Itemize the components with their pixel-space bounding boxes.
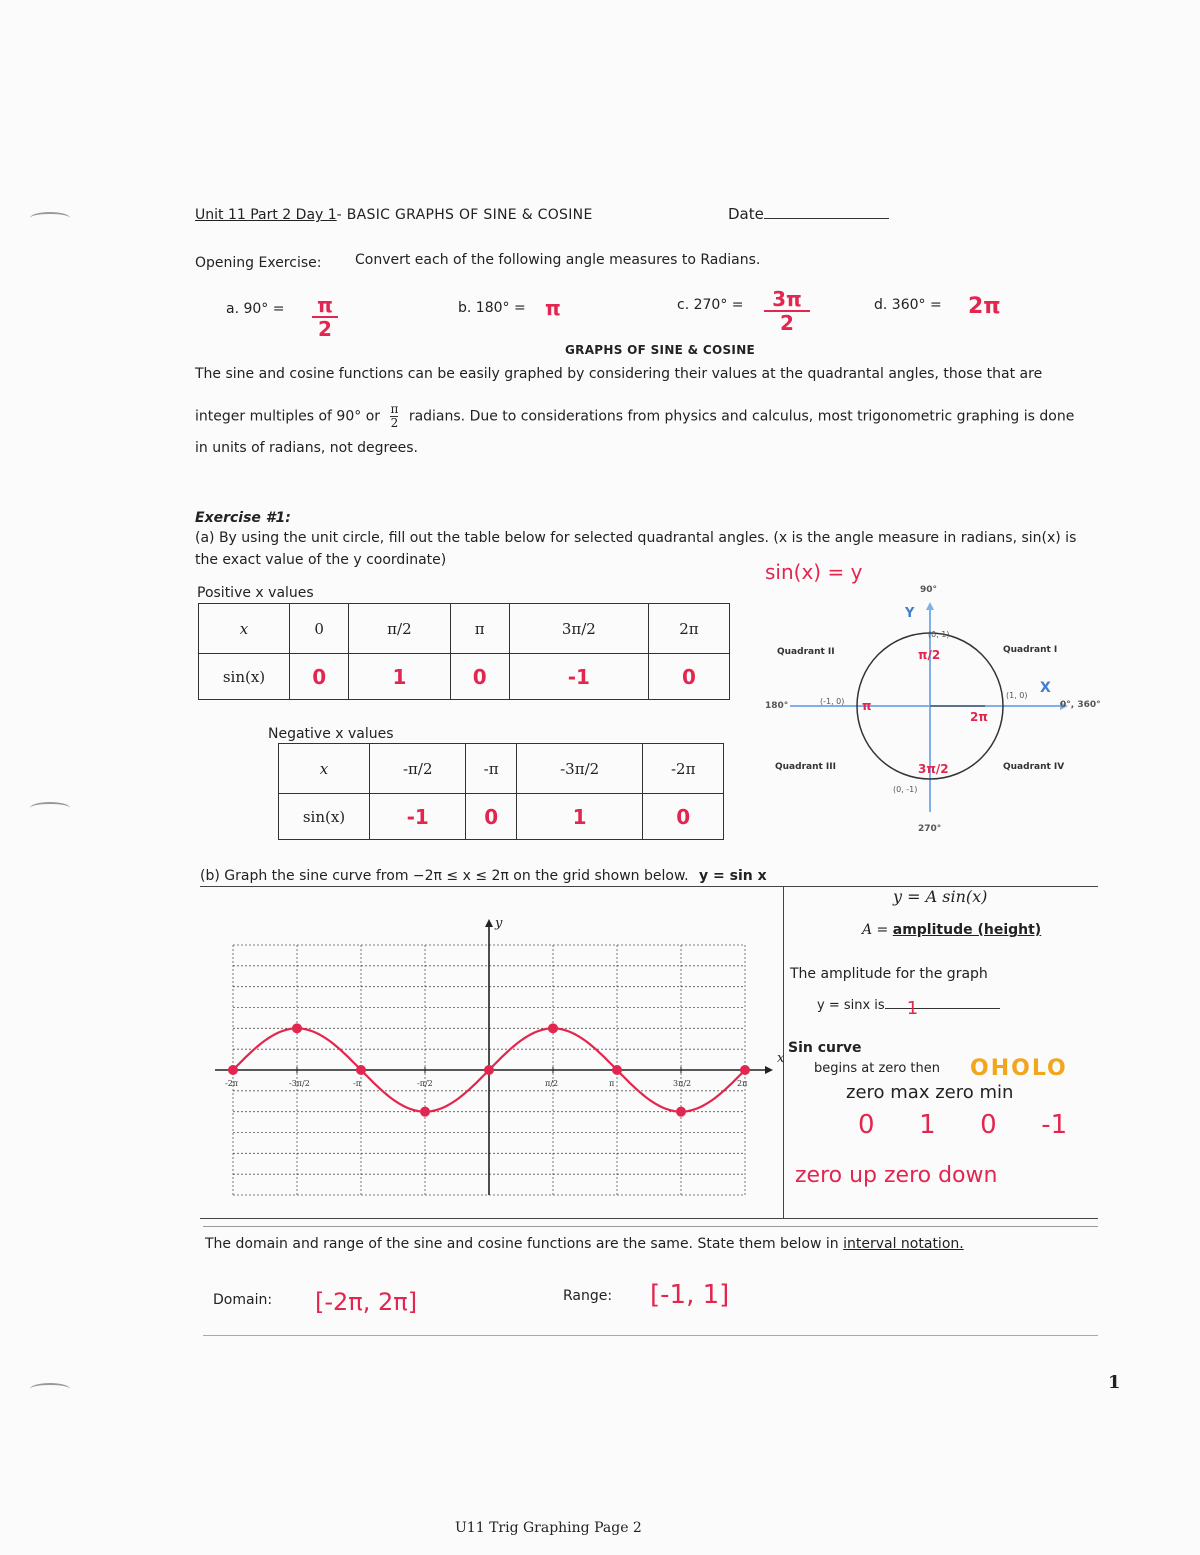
sine-data-point <box>292 1023 302 1033</box>
quadrant-2-label: Quadrant II <box>777 647 835 657</box>
table-cell: -3π/2 <box>516 744 643 794</box>
negative-x-header: x <box>279 744 370 794</box>
unit-circle-diagram <box>760 580 1110 840</box>
unit-title: Unit 11 Part 2 Day 1 <box>195 207 337 223</box>
x-axis-arrow-icon <box>765 1066 773 1074</box>
formula: y = A sin(x) <box>893 887 988 906</box>
positive-label: Positive x values <box>197 585 314 601</box>
opening-item-c: c. 270° = <box>677 297 744 313</box>
point-top-label: (0, 1) <box>928 630 950 639</box>
hand-3pi-over-2: 3π/2 <box>918 762 949 776</box>
table-cell-answer[interactable]: -1 <box>370 794 466 840</box>
y-axis-arrow-icon <box>926 602 934 610</box>
sine-data-point <box>228 1065 238 1075</box>
negative-table <box>278 743 724 840</box>
amplitude-definition: A = amplitude (height) <box>862 922 1042 938</box>
table-cell-answer[interactable]: 0 <box>450 654 509 700</box>
divider <box>203 1226 1098 1227</box>
x-tick-label: π <box>608 1079 615 1088</box>
positive-x-row <box>199 604 730 654</box>
x-tick-label: π/2 <box>544 1079 559 1088</box>
negative-label: Negative x values <box>268 726 394 742</box>
sine-data-point <box>548 1023 558 1033</box>
unit-title-row <box>195 207 593 223</box>
part-b-instruction: (b) Graph the sine curve from −2π ≤ x ≤ 2π on the grid shown below. y = sin x <box>200 868 767 884</box>
sine-graph <box>215 915 785 1205</box>
table-cell: 3π/2 <box>509 604 648 654</box>
binder-hole-mark <box>30 802 70 814</box>
negative-sin-row <box>279 794 724 840</box>
page-footer: U11 Trig Graphing Page 2 <box>455 1520 642 1536</box>
hand-pi-over-2: π/2 <box>918 648 941 662</box>
x-tick-label: -2π <box>225 1079 239 1088</box>
negative-x-row <box>279 744 724 794</box>
date-label: Date <box>728 205 764 223</box>
sine-data-point <box>484 1065 494 1075</box>
part-a-line1: (a) By using the unit circle, fill out the table below for selected quadrantal angles. (x is the angle measure in radians, sin(x) is <box>195 530 1077 546</box>
opening-answer-d: 2π <box>968 294 1001 319</box>
positive-sin-row <box>199 654 730 700</box>
point-left-label: (-1, 0) <box>820 697 845 706</box>
graph-box-bottom <box>200 1218 1098 1219</box>
amplitude-question-line1: The amplitude for the graph <box>790 966 988 982</box>
amplitude-question-line2: y = sinx is 1 <box>817 998 1000 1013</box>
section-para-3: in units of radians, not degrees. <box>195 440 418 456</box>
begins-text: begins at zero then <box>814 1061 940 1076</box>
range-answer[interactable]: [-1, 1] <box>650 1280 730 1310</box>
table-cell: π <box>450 604 509 654</box>
hand-note-sin-y: sin(x) = y <box>765 560 863 584</box>
binder-hole-mark <box>30 212 70 224</box>
table-cell-answer[interactable]: 0 <box>290 654 349 700</box>
opening-item-a: a. 90° = <box>226 301 285 317</box>
x-tick-label: 2π <box>736 1079 748 1088</box>
point-right-label: (1, 0) <box>1006 691 1028 700</box>
point-bottom-label: (0, -1) <box>893 785 918 794</box>
y-axis-arrow-icon <box>485 919 493 927</box>
opening-instruction: Convert each of the following angle measures to Radians. <box>355 252 761 268</box>
sine-data-point <box>612 1065 622 1075</box>
domain-range-statement: The domain and range of the sine and cosine functions are the same. State them below in interval notation. <box>205 1236 964 1252</box>
section-para-1: The sine and cosine functions can be easily graphed by considering their values at the quadrantal angles, those that are <box>195 366 1043 382</box>
x-tick-label: -π <box>353 1079 361 1088</box>
hand-ohold: OHOLO <box>970 1056 1068 1081</box>
date-field[interactable] <box>728 205 889 223</box>
hand-2pi: 2π <box>970 710 988 724</box>
table-cell: 0 <box>290 604 349 654</box>
part-a-line2: the exact value of the y coordinate) <box>195 552 447 568</box>
table-cell: 2π <box>648 604 729 654</box>
sin-curve-heading: Sin curve <box>788 1040 862 1056</box>
sine-data-point <box>740 1065 750 1075</box>
positive-sin-header: sin(x) <box>199 654 290 700</box>
negative-sin-header: sin(x) <box>279 794 370 840</box>
opening-label: Opening Exercise: <box>195 255 322 271</box>
opening-answer-a: π 2 <box>312 294 338 340</box>
opening-answer-b: π <box>545 296 561 320</box>
x-tick-label: 3π/2 <box>672 1079 692 1088</box>
binder-hole-mark <box>30 1383 70 1395</box>
x-tick-label: -π/2 <box>417 1079 433 1088</box>
exercise-title: Exercise #1: <box>195 510 291 526</box>
table-cell-answer[interactable]: 1 <box>349 654 450 700</box>
opening-item-d: d. 360° = <box>874 297 942 313</box>
section-para-2: integer multiples of 90° or $\frac{\pi}{2}$ radians. Due to considerations from physics and calculus, most trigonometric graphing is done <box>195 402 1075 430</box>
table-cell: -π/2 <box>370 744 466 794</box>
deg-180-label: 180° <box>765 701 789 711</box>
table-cell: -π <box>466 744 516 794</box>
opening-answer-c: 3π 2 <box>764 288 810 334</box>
fraction-pi-2: $\frac{\pi}{2}$ <box>390 402 399 430</box>
page-number: 1 <box>1108 1372 1121 1393</box>
axis-y-label: Y <box>905 606 915 621</box>
hand-phrase: zero up zero down <box>795 1163 998 1188</box>
positive-x-header: x <box>199 604 290 654</box>
divider <box>203 1335 1098 1336</box>
table-cell-answer[interactable]: 1 <box>516 794 643 840</box>
table-cell-answer[interactable]: 0 <box>643 794 724 840</box>
sine-data-point <box>420 1107 430 1117</box>
table-cell-answer[interactable]: 0 <box>466 794 516 840</box>
sine-data-point <box>676 1107 686 1117</box>
hand-digits: 0 1 0 -1 <box>858 1110 1068 1140</box>
x-axis-label: x <box>777 1051 785 1066</box>
section-title: GRAPHS OF SINE & COSINE <box>565 343 756 357</box>
table-cell-answer[interactable]: -1 <box>509 654 648 700</box>
y-axis-label: y <box>495 916 503 931</box>
hand-pi: π <box>862 699 872 713</box>
axis-x-label: X <box>1040 680 1051 696</box>
x-tick-label: -3π/2 <box>289 1079 310 1088</box>
positive-table <box>198 603 730 700</box>
lesson-title: - BASIC GRAPHS OF SINE & COSINE <box>336 207 593 223</box>
domain-label: Domain: <box>213 1292 273 1308</box>
quadrant-3-label: Quadrant III <box>775 762 836 772</box>
table-cell-answer[interactable]: 0 <box>648 654 729 700</box>
pattern-text: zero max zero min <box>846 1082 1014 1103</box>
domain-answer[interactable]: [-2π, 2π] <box>315 1288 418 1316</box>
opening-item-b: b. 180° = <box>458 300 526 316</box>
range-label: Range: <box>563 1288 613 1304</box>
deg-90-label: 90° <box>920 585 938 595</box>
table-cell: π/2 <box>349 604 450 654</box>
deg-0-360-label: 0°, 360° <box>1060 700 1101 710</box>
table-cell: -2π <box>643 744 724 794</box>
quadrant-1-label: Quadrant I <box>1003 645 1058 655</box>
sine-data-point <box>356 1065 366 1075</box>
deg-270-label: 270° <box>918 824 942 834</box>
quadrant-4-label: Quadrant IV <box>1003 762 1065 772</box>
